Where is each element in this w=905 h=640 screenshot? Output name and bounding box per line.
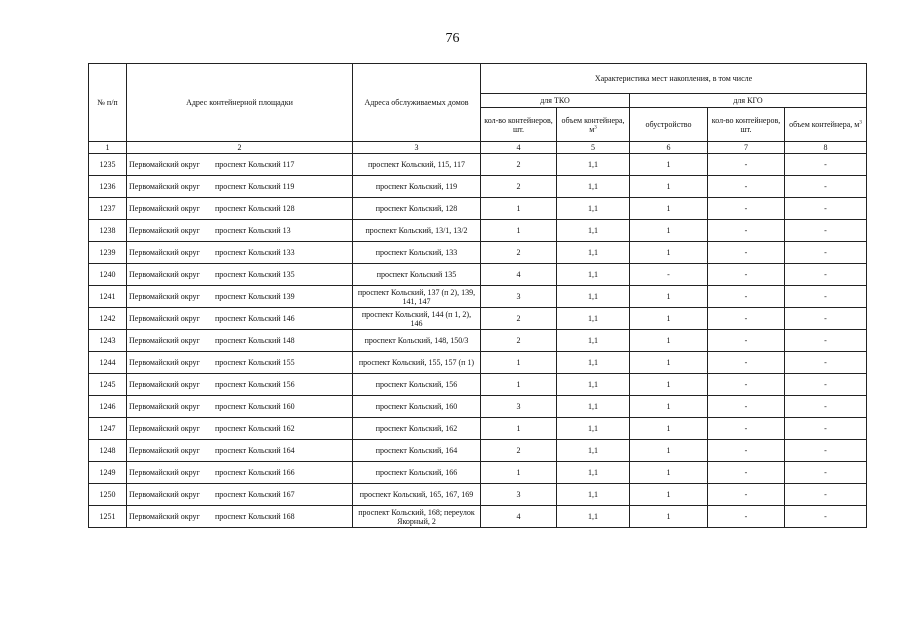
tko-count: 4: [481, 264, 557, 286]
site-address: [127, 264, 353, 286]
column-number-row: [89, 142, 867, 154]
served-addresses: проспект Кольский, 137 (п 2), 139, 141, 147: [353, 286, 481, 308]
kgo-count: -: [708, 484, 785, 506]
site-address: [127, 198, 353, 220]
district-name: Первомайский округ: [129, 204, 200, 213]
kgo-count: -: [708, 440, 785, 462]
served-addresses: проспект Кольский, 128: [353, 198, 481, 220]
district-name: Первомайский округ: [129, 336, 200, 345]
district-name: Первомайский округ: [129, 446, 200, 455]
tko-volume: 1,1: [557, 264, 630, 286]
street-address: проспект Кольский 167: [215, 490, 295, 499]
street-address: проспект Кольский 135: [215, 270, 295, 279]
table-row: [89, 506, 867, 528]
column-number: 4: [481, 142, 557, 154]
street-address: проспект Кольский 133: [215, 248, 295, 257]
site-address: [127, 242, 353, 264]
tko-count: 2: [481, 308, 557, 330]
served-addresses: проспект Кольский, 13/1, 13/2: [353, 220, 481, 242]
site-address: [127, 484, 353, 506]
street-address: проспект Кольский 119: [215, 182, 295, 191]
kgo-count: -: [708, 242, 785, 264]
table-header: [89, 64, 867, 154]
site-address: [127, 374, 353, 396]
tko-volume: 1,1: [557, 198, 630, 220]
tko-volume: 1,1: [557, 484, 630, 506]
column-number: 1: [89, 142, 127, 154]
header-tko-volume: объем контейнера, $м^3$: [557, 108, 630, 142]
header-tko-count: кол-во контейнеров, шт.: [481, 108, 557, 142]
street-address: проспект Кольский 168: [215, 512, 295, 521]
site-address: [127, 418, 353, 440]
column-number: 5: [557, 142, 630, 154]
kgo-count: -: [708, 506, 785, 528]
kgo-count: -: [708, 396, 785, 418]
tko-volume: 1,1: [557, 220, 630, 242]
tko-volume: 1,1: [557, 154, 630, 176]
header-kgo-equipment: обустройство: [630, 108, 708, 142]
table-row: [89, 330, 867, 352]
street-address: проспект Кольский 164: [215, 446, 295, 455]
district-name: Первомайский округ: [129, 468, 200, 477]
kgo-volume: -: [785, 242, 867, 264]
row-number: 1239: [89, 242, 127, 264]
kgo-volume: -: [785, 176, 867, 198]
row-number: 1245: [89, 374, 127, 396]
kgo-count: -: [708, 374, 785, 396]
column-number: 3: [353, 142, 481, 154]
row-number: 1238: [89, 220, 127, 242]
table-row: [89, 242, 867, 264]
tko-count: 1: [481, 418, 557, 440]
site-address: [127, 396, 353, 418]
tko-volume: 1,1: [557, 374, 630, 396]
table-row: [89, 154, 867, 176]
district-name: Первомайский округ: [129, 314, 200, 323]
row-number: 1249: [89, 462, 127, 484]
site-address: [127, 220, 353, 242]
table-row: [89, 220, 867, 242]
kgo-volume: -: [785, 330, 867, 352]
kgo-count: -: [708, 198, 785, 220]
table-row: [89, 418, 867, 440]
kgo-volume: -: [785, 506, 867, 528]
kgo-count: -: [708, 220, 785, 242]
served-addresses: проспект Кольский, 162: [353, 418, 481, 440]
header-num: № п/п: [89, 64, 127, 142]
kgo-equipment: 1: [630, 330, 708, 352]
kgo-equipment: 1: [630, 308, 708, 330]
kgo-count: -: [708, 176, 785, 198]
tko-volume: 1,1: [557, 396, 630, 418]
tko-volume: 1,1: [557, 506, 630, 528]
kgo-volume: -: [785, 198, 867, 220]
kgo-equipment: 1: [630, 374, 708, 396]
kgo-volume: -: [785, 154, 867, 176]
district-name: Первомайский округ: [129, 490, 200, 499]
header-kgo: для КГО: [630, 94, 867, 108]
district-name: Первомайский округ: [129, 160, 200, 169]
tko-count: 1: [481, 220, 557, 242]
column-number: 6: [630, 142, 708, 154]
kgo-equipment: 1: [630, 198, 708, 220]
kgo-count: -: [708, 330, 785, 352]
kgo-volume: -: [785, 308, 867, 330]
tko-count: 1: [481, 462, 557, 484]
street-address: проспект Кольский 166: [215, 468, 295, 477]
district-name: Первомайский округ: [129, 292, 200, 301]
tko-count: 2: [481, 154, 557, 176]
kgo-volume: -: [785, 352, 867, 374]
tko-count: 1: [481, 198, 557, 220]
served-addresses: проспект Кольский, 119: [353, 176, 481, 198]
tko-count: 3: [481, 286, 557, 308]
kgo-equipment: 1: [630, 462, 708, 484]
tko-count: 2: [481, 330, 557, 352]
header-kgo-count: кол-во контейнеров, шт.: [708, 108, 785, 142]
kgo-equipment: 1: [630, 440, 708, 462]
district-name: Первомайский округ: [129, 248, 200, 257]
row-number: 1237: [89, 198, 127, 220]
street-address: проспект Кольский 155: [215, 358, 295, 367]
tko-volume: 1,1: [557, 418, 630, 440]
table-row: [89, 396, 867, 418]
street-address: проспект Кольский 162: [215, 424, 295, 433]
served-addresses: проспект Кольский, 156: [353, 374, 481, 396]
kgo-count: -: [708, 264, 785, 286]
kgo-equipment: 1: [630, 484, 708, 506]
row-number: 1251: [89, 506, 127, 528]
kgo-volume: -: [785, 418, 867, 440]
site-address: [127, 330, 353, 352]
street-address: проспект Кольский 156: [215, 380, 295, 389]
site-address: [127, 462, 353, 484]
street-address: проспект Кольский 128: [215, 204, 295, 213]
table-row: [89, 462, 867, 484]
tko-volume: 1,1: [557, 440, 630, 462]
table-row: [89, 352, 867, 374]
served-addresses: проспект Кольский, 165, 167, 169: [353, 484, 481, 506]
tko-volume: 1,1: [557, 462, 630, 484]
street-address: проспект Кольский 146: [215, 314, 295, 323]
row-number: 1236: [89, 176, 127, 198]
container-sites-table: [88, 63, 867, 528]
header-served: Адреса обслуживаемых домов: [353, 64, 481, 142]
kgo-count: -: [708, 352, 785, 374]
district-name: Первомайский округ: [129, 358, 200, 367]
served-addresses: проспект Кольский, 133: [353, 242, 481, 264]
district-name: Первомайский округ: [129, 402, 200, 411]
kgo-count: -: [708, 462, 785, 484]
row-number: 1247: [89, 418, 127, 440]
tko-volume: 1,1: [557, 352, 630, 374]
site-address: [127, 176, 353, 198]
kgo-volume: -: [785, 264, 867, 286]
kgo-volume: -: [785, 440, 867, 462]
street-address: проспект Кольский 117: [215, 160, 295, 169]
kgo-volume: -: [785, 396, 867, 418]
street-address: проспект Кольский 148: [215, 336, 295, 345]
table-row: [89, 484, 867, 506]
row-number: 1244: [89, 352, 127, 374]
tko-count: 2: [481, 176, 557, 198]
kgo-equipment: -: [630, 264, 708, 286]
street-address: проспект Кольский 139: [215, 292, 295, 301]
site-address: [127, 308, 353, 330]
kgo-volume: -: [785, 462, 867, 484]
served-addresses: проспект Кольский, 155, 157 (п 1): [353, 352, 481, 374]
kgo-equipment: 1: [630, 506, 708, 528]
served-addresses: проспект Кольский, 164: [353, 440, 481, 462]
tko-count: 1: [481, 374, 557, 396]
table-row: [89, 176, 867, 198]
tko-count: 1: [481, 352, 557, 374]
table-row: [89, 198, 867, 220]
kgo-volume: -: [785, 220, 867, 242]
served-addresses: проспект Кольский, 115, 117: [353, 154, 481, 176]
served-addresses: проспект Кольский, 166: [353, 462, 481, 484]
row-number: 1243: [89, 330, 127, 352]
kgo-equipment: 1: [630, 352, 708, 374]
table-body: [89, 154, 867, 528]
row-number: 1240: [89, 264, 127, 286]
kgo-count: -: [708, 418, 785, 440]
table-row: [89, 308, 867, 330]
kgo-equipment: 1: [630, 396, 708, 418]
site-address: [127, 286, 353, 308]
table-row: [89, 286, 867, 308]
kgo-count: -: [708, 286, 785, 308]
street-address: проспект Кольский 13: [215, 226, 291, 235]
tko-count: 2: [481, 242, 557, 264]
district-name: Первомайский округ: [129, 226, 200, 235]
served-addresses: проспект Кольский, 148, 150/3: [353, 330, 481, 352]
tko-count: 3: [481, 396, 557, 418]
served-addresses: проспект Кольский, 144 (п 1, 2), 146: [353, 308, 481, 330]
kgo-equipment: 1: [630, 242, 708, 264]
kgo-equipment: 1: [630, 220, 708, 242]
tko-volume: 1,1: [557, 330, 630, 352]
tko-count: 4: [481, 506, 557, 528]
site-address: [127, 506, 353, 528]
served-addresses: проспект Кольский 135: [353, 264, 481, 286]
column-number: 2: [127, 142, 353, 154]
table-row: [89, 264, 867, 286]
district-name: Первомайский округ: [129, 424, 200, 433]
column-number: 7: [708, 142, 785, 154]
kgo-volume: -: [785, 286, 867, 308]
kgo-equipment: 1: [630, 286, 708, 308]
row-number: 1235: [89, 154, 127, 176]
header-tko: для ТКО: [481, 94, 630, 108]
tko-volume: 1,1: [557, 176, 630, 198]
table-row: [89, 440, 867, 462]
tko-volume: 1,1: [557, 242, 630, 264]
district-name: Первомайский округ: [129, 270, 200, 279]
served-addresses: проспект Кольский, 160: [353, 396, 481, 418]
row-number: 1248: [89, 440, 127, 462]
header-characteristics: Характеристика мест накопления, в том числе: [481, 64, 867, 94]
row-number: 1246: [89, 396, 127, 418]
kgo-equipment: 1: [630, 176, 708, 198]
header-address: Адрес контейнерной площадки: [127, 64, 353, 142]
district-name: Первомайский округ: [129, 380, 200, 389]
tko-count: 2: [481, 440, 557, 462]
district-name: Первомайский округ: [129, 182, 200, 191]
table-row: [89, 374, 867, 396]
kgo-count: -: [708, 154, 785, 176]
row-number: 1241: [89, 286, 127, 308]
served-addresses: проспект Кольский, 168; переулок Якорный, 2: [353, 506, 481, 528]
street-address: проспект Кольский 160: [215, 402, 295, 411]
kgo-equipment: 1: [630, 418, 708, 440]
header-kgo-volume: объем контейнера, $м^3$: [785, 108, 867, 142]
site-address: [127, 352, 353, 374]
row-number: 1250: [89, 484, 127, 506]
tko-volume: 1,1: [557, 308, 630, 330]
page-number: 76: [445, 31, 460, 46]
row-number: 1242: [89, 308, 127, 330]
kgo-volume: -: [785, 484, 867, 506]
tko-count: 3: [481, 484, 557, 506]
column-number: 8: [785, 142, 867, 154]
district-name: Первомайский округ: [129, 512, 200, 521]
kgo-volume: -: [785, 374, 867, 396]
site-address: [127, 440, 353, 462]
kgo-equipment: 1: [630, 154, 708, 176]
site-address: [127, 154, 353, 176]
kgo-count: -: [708, 308, 785, 330]
tko-volume: 1,1: [557, 286, 630, 308]
